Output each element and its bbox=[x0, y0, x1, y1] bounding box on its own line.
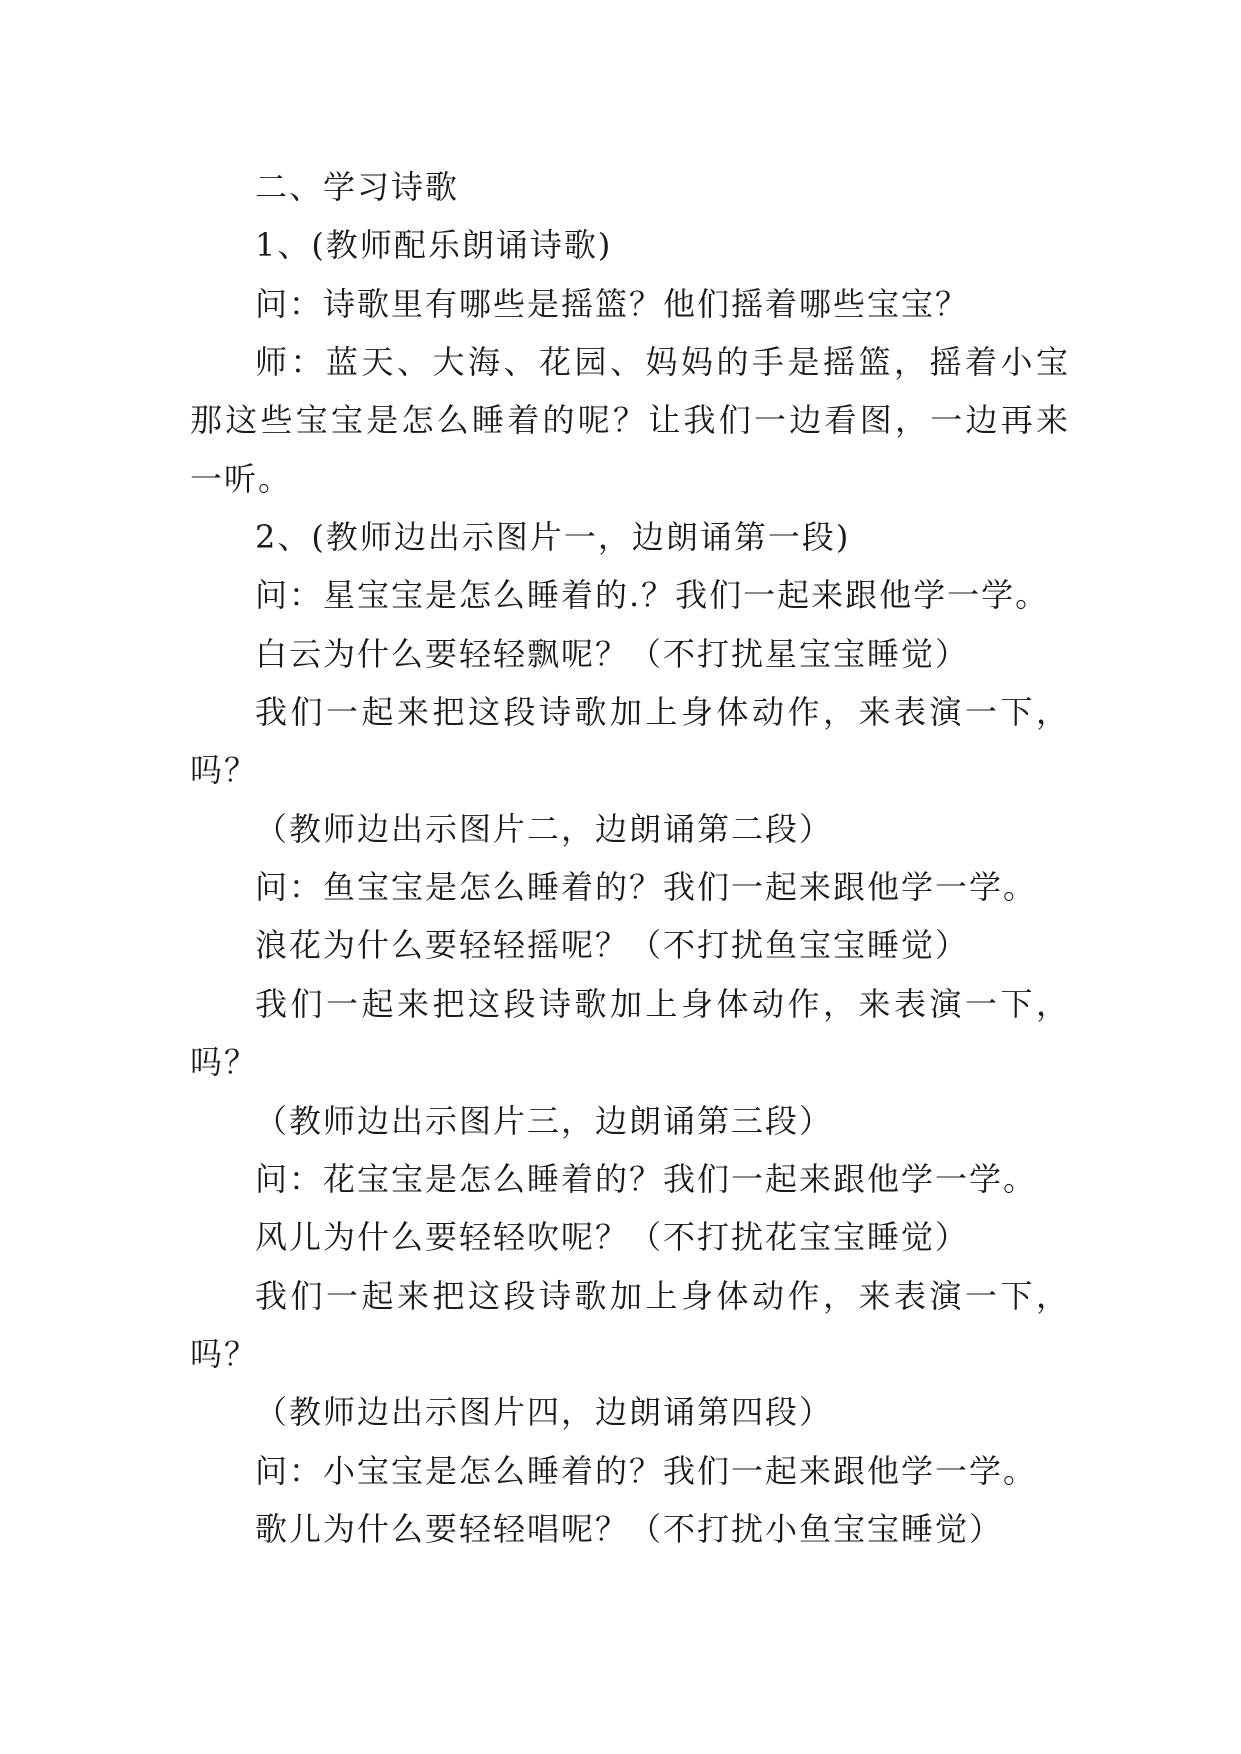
text-line: 师：蓝天、大海、花园、妈妈的手是摇篮，摇着小宝 bbox=[255, 343, 1070, 382]
text-line: 我们一起来把这段诗歌加上身体动作，来表演一下， bbox=[255, 984, 1070, 1023]
text-line: 那这些宝宝是怎么睡着的呢？让我们一边看图，一边再来 bbox=[190, 401, 1070, 440]
text-line: 吗？ bbox=[190, 1043, 259, 1082]
text-line: 风儿为什么要轻轻吹呢？（不打扰花宝宝睡觉） bbox=[255, 1218, 970, 1257]
text-line: 歌儿为什么要轻轻唱呢？（不打扰小鱼宝宝睡觉） bbox=[255, 1509, 1004, 1548]
text-line: 问：鱼宝宝是怎么睡着的？我们一起来跟他学一学。 bbox=[255, 868, 1038, 907]
document-body bbox=[190, 158, 1070, 1558]
text-line: 浪花为什么要轻轻摇呢？（不打扰鱼宝宝睡觉） bbox=[255, 926, 970, 965]
text-line: 我们一起来把这段诗歌加上身体动作，来表演一下， bbox=[255, 1276, 1070, 1315]
text-line: （教师边出示图片三，边朗诵第三段） bbox=[255, 1101, 834, 1140]
text-line: 问：花宝宝是怎么睡着的？我们一起来跟他学一学。 bbox=[255, 1159, 1038, 1198]
text-line: 一听。 bbox=[190, 459, 293, 498]
text-line: （教师边出示图片四，边朗诵第四段） bbox=[255, 1393, 834, 1432]
text-line: 1、(教师配乐朗诵诗歌) bbox=[255, 226, 613, 265]
text-line: 吗？ bbox=[190, 1334, 259, 1373]
text-line: 吗？ bbox=[190, 751, 259, 790]
text-line: 二、学习诗歌 bbox=[255, 168, 460, 206]
text-line: 问：星宝宝是怎么睡着的.？我们一起来跟他学一学。 bbox=[255, 576, 1050, 615]
text-line: 问：小宝宝是怎么睡着的？我们一起来跟他学一学。 bbox=[255, 1451, 1038, 1490]
text-line: 2、(教师边出示图片一，边朗诵第一段) bbox=[255, 518, 851, 557]
text-line: 问：诗歌里有哪些是摇篮？他们摇着哪些宝宝？ bbox=[255, 284, 970, 323]
text-line: 白云为什么要轻轻飘呢？（不打扰星宝宝睡觉） bbox=[255, 634, 970, 673]
text-line: （教师边出示图片二，边朗诵第二段） bbox=[255, 809, 834, 848]
text-line: 我们一起来把这段诗歌加上身体动作，来表演一下， bbox=[255, 693, 1070, 732]
